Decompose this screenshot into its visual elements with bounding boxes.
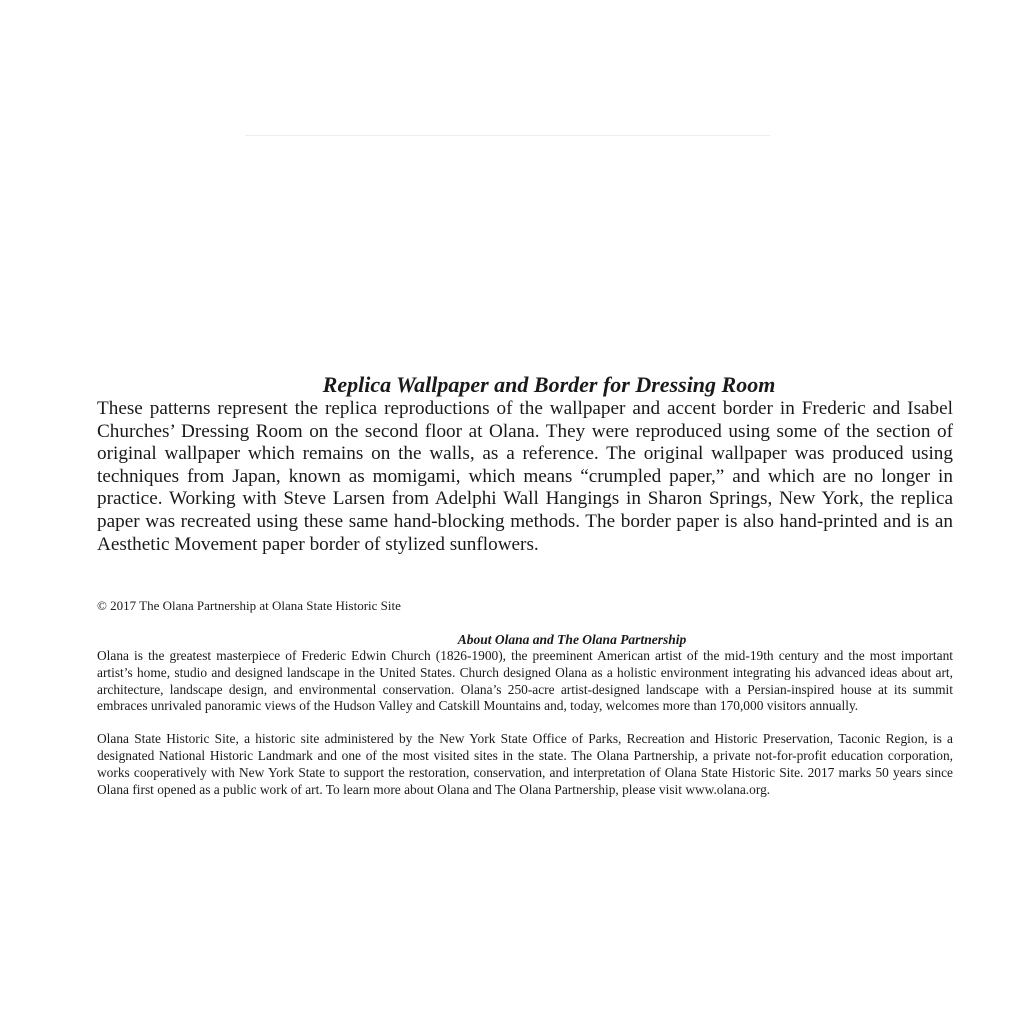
about-paragraph-site: Olana State Historic Site, a historic site administered by the New York State Office of Parks, Recreation and Historic Preservation, Taconic Region, is a designated National Historic Landmark and one of the most visited sites in the state. The Olana Partnership, a private not-for-profit education corporation, works cooperatively with New York State to support the restoration, conservation, and interpretation of Olana State Historic Site. 2017 marks 50 years since Olana first opened as a public work of art. To learn more about Olana and The Olana Partnership, please visit www.olana.org. xyxy=(97,731,953,797)
faint-divider-line xyxy=(245,135,770,136)
main-title: Replica Wallpaper and Border for Dressing Room xyxy=(322,372,776,397)
wallpaper-description-section xyxy=(97,372,953,556)
about-paragraph-history: Olana is the greatest masterpiece of Frederic Edwin Church (1826-1900), the preeminent American artist of the mid-19th century and the most important artist’s home, studio and designed landscape in the United States. Church designed Olana as a holistic environment integrating his advanced ideas about art, architecture, landscape design, and environmental conservation. Olana’s 250-acre artist-designed landscape with a Persian-inspired house at its summit embraces unrivaled panoramic views of the Hudson Valley and Catskill Mountains and, today, welcomes more than 170,000 visitors annually. xyxy=(97,648,953,714)
about-olana-section xyxy=(97,631,953,798)
about-title: About Olana and The Olana Partnership xyxy=(457,632,687,647)
copyright-line: © 2017 The Olana Partnership at Olana State Historic Site xyxy=(97,598,401,613)
main-body-text: These patterns represent the replica reproductions of the wallpaper and accent border in Frederic and Isabel Churches’ Dressing Room on the second floor at Olana. They were reproduced using some of the section of original wallpaper which remains on the walls, as a reference. The original wallpaper was produced using techniques from Japan, known as momigami, which means “crumpled paper,” and which are no longer in practice. Working with Steve Larsen from Adelphi Wall Hangings in Sharon Springs, New York, the replica paper was recreated using these same hand-blocking methods. The border paper is also hand-printed and is an Aesthetic Movement paper border of stylized sunflowers. xyxy=(97,398,953,555)
